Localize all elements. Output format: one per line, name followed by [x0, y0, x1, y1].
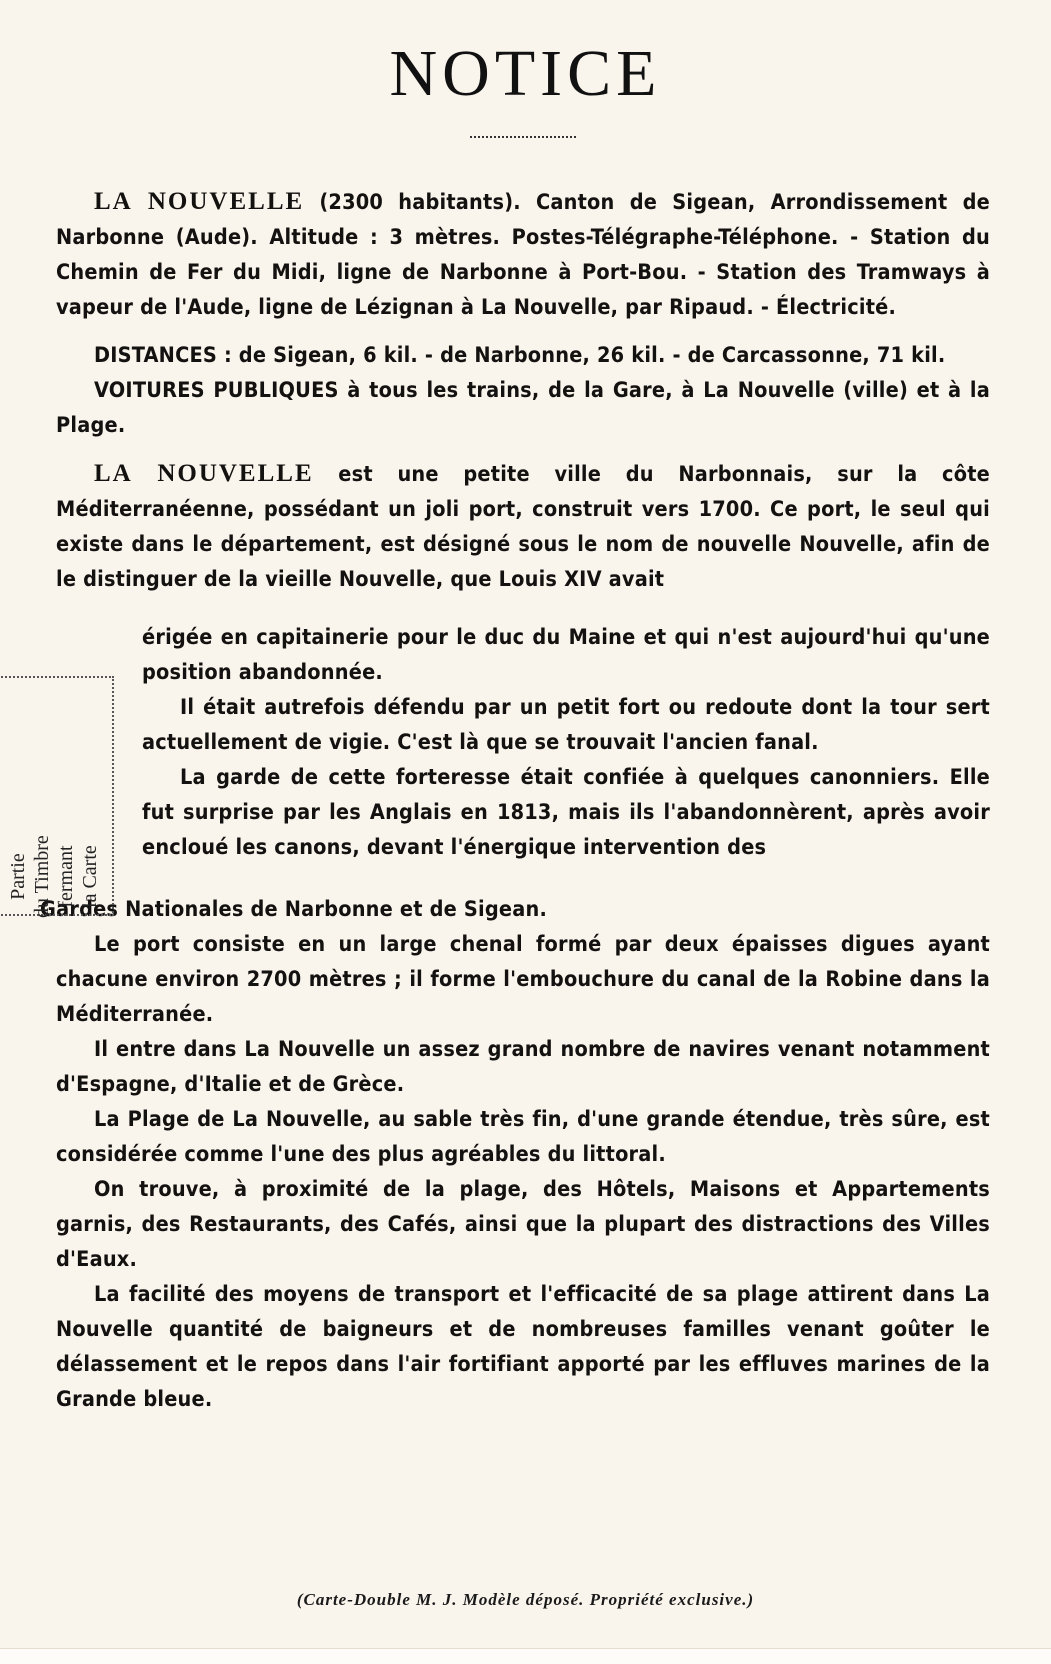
notice-body-beside-stamp	[142, 620, 990, 865]
history-paragraph	[56, 456, 990, 597]
title-dotted-rule	[470, 136, 576, 138]
stamp-line: Partie	[7, 853, 29, 900]
stamp-line: fermant	[55, 845, 77, 908]
garrison-paragraph: La garde de cette forteresse était confiée à quelques canonniers. Elle fut surprise par les Anglais en 1813, mais ils l'abandonnèrent, après avoir encloué les canons, devant l'énergique intervention des	[142, 765, 990, 860]
stamp-area	[0, 676, 114, 916]
stamp-line: la Carte	[79, 845, 101, 908]
history-continuation: érigée en capitainerie pour le duc du Maine et qui n'est aujourd'hui qu'une position abandonnée.	[142, 625, 990, 685]
beach-paragraph: La Plage de La Nouvelle, au sable très fin, d'une grande étendue, très sûre, est considérée comme l'une des plus agréables du littoral.	[56, 1107, 990, 1167]
footer-copyright: (Carte-Double M. J. Modèle déposé. Propriété exclusive.)	[296, 1590, 755, 1609]
transport-paragraph: La facilité des moyens de transport et l'efficacité de sa plage attirent dans La Nouvelle quantité de baigneurs et de nombreuses familles venant goûter le délassement et le repos dans l'air fortifiant apporté par les effluves marines de la Grande bleue.	[56, 1282, 990, 1412]
voitures-paragraph: VOITURES PUBLIQUES à tous les trains, de la Gare, à La Nouvelle (ville) et à la Plage.	[56, 378, 990, 438]
intro-text: (2300 habitants). Canton de Sigean, Arrondissement de Narbonne (Aude). Altitude : 3 mètres. Postes-Télégraphe-Téléphone. - Station du Chemin de Fer du Midi, ligne de Narbonne à Port-Bou. - Station des Tramways à vapeur de l'Aude, ligne de Lézignan à La Nouvelle, par Ripaud. - Électricité.	[56, 190, 990, 320]
port-paragraph: Le port consiste en un large chenal formé par deux épaisses digues ayant chacune environ 2700 mètres ; il forme l'embouchure du canal de la Robine dans la Méditerranée.	[56, 932, 990, 1027]
stamp-area-label	[6, 835, 102, 918]
notice-body-bottom	[40, 892, 990, 1417]
garrison-continuation: Gardes Nationales de Narbonne et de Sigean.	[40, 897, 548, 922]
intro-lead: LA NOUVELLE	[94, 188, 305, 215]
page-title: NOTICE	[389, 37, 662, 110]
intro-paragraph	[56, 184, 990, 325]
amenities-paragraph: On trouve, à proximité de la plage, des Hôtels, Maisons et Appartements garnis, des Restaurants, des Cafés, ainsi que la plupart des distractions des Villes d'Eaux.	[56, 1177, 990, 1272]
ships-paragraph: Il entre dans La Nouvelle un assez grand nombre de navires venant notamment d'Espagne, d'Italie et de Grèce.	[56, 1037, 990, 1097]
paper-edge	[0, 1648, 1051, 1664]
notice-body-top	[56, 184, 990, 597]
fort-paragraph: Il était autrefois défendu par un petit fort ou redoute dont la tour sert actuellement de vigie. C'est là que se trouvait l'ancien fanal.	[142, 695, 990, 755]
history-lead: LA NOUVELLE	[94, 460, 314, 487]
distances-paragraph: DISTANCES : de Sigean, 6 kil. - de Narbonne, 26 kil. - de Carcassonne, 71 kil.	[94, 343, 946, 368]
stamp-line: du Timbre	[31, 835, 53, 918]
history-text: est une petite ville du Narbonnais, sur la côte Méditerranéenne, possédant un joli port, construit vers 1700. Ce port, le seul qui existe dans le département, est désigné sous le nom de nouvelle Nouvelle, afin de le distinguer de la vieille Nouvelle, que Louis XIV avait	[56, 462, 990, 592]
